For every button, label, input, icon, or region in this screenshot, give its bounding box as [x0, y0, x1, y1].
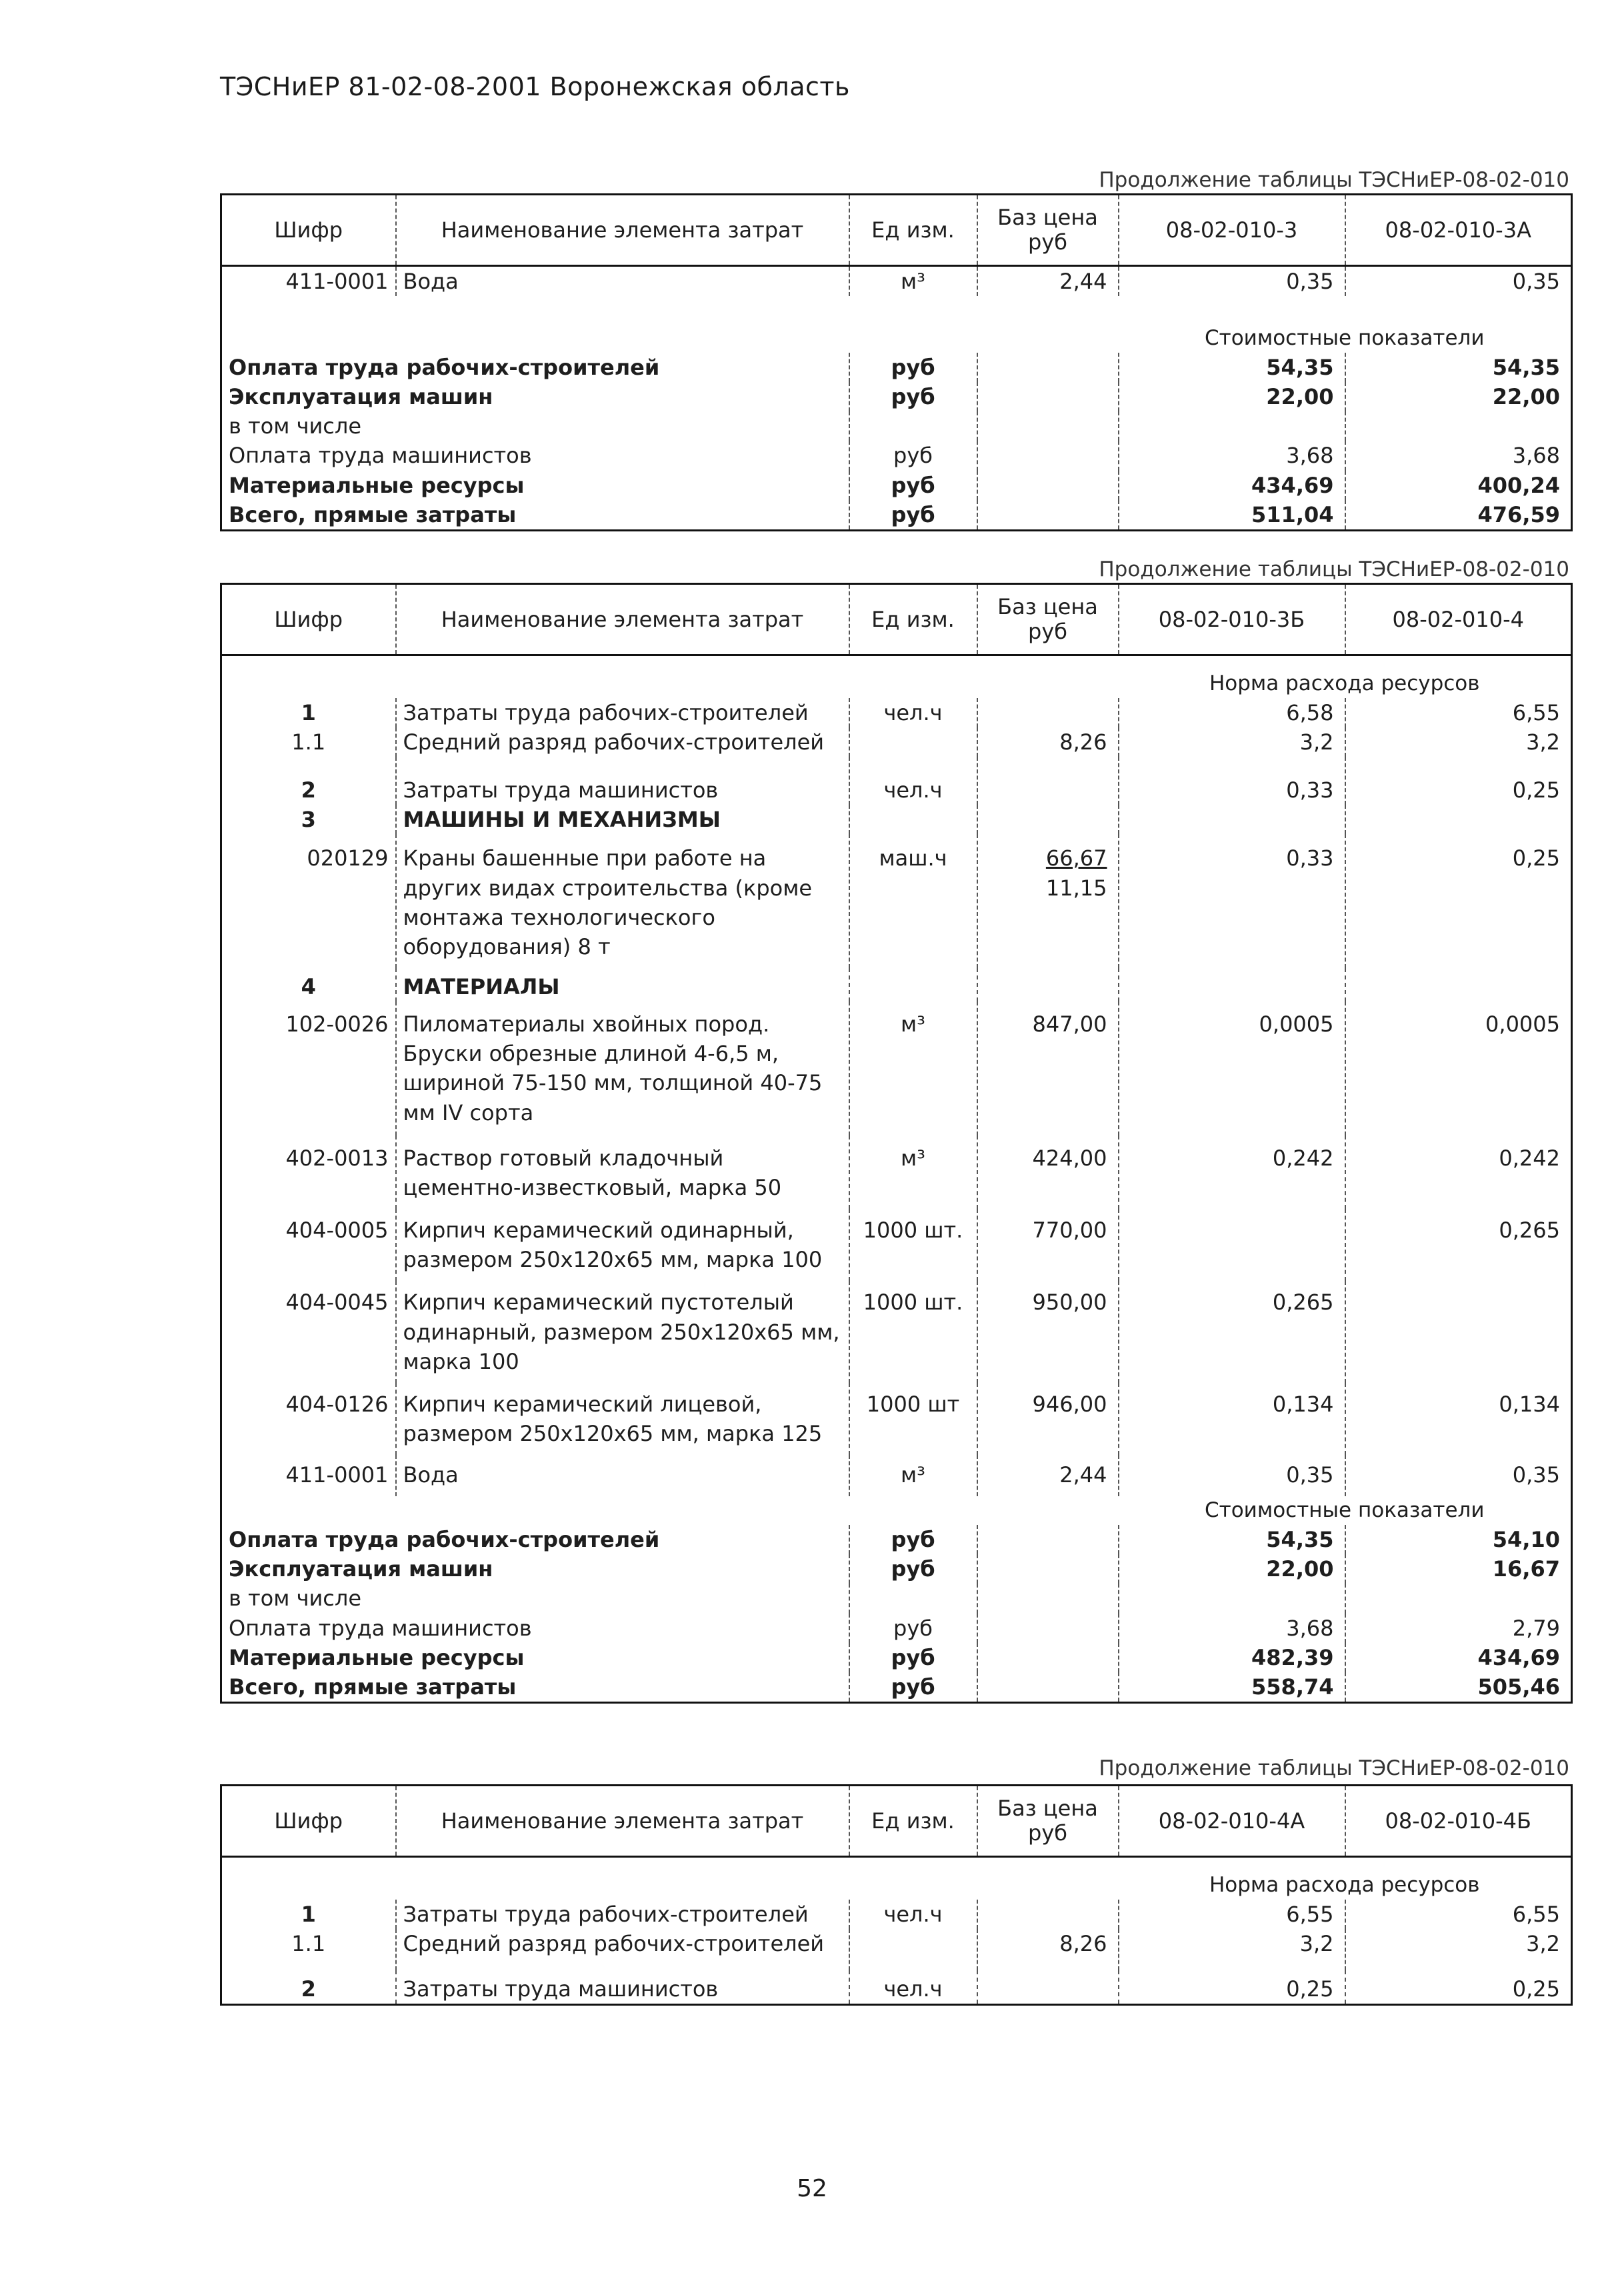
- summary-b: 434,69: [1345, 1643, 1572, 1672]
- spacer-row: [221, 1857, 1572, 1872]
- summary-unit: руб: [849, 1614, 977, 1643]
- cell-a: 0,33: [1119, 757, 1345, 805]
- summary-b: 54,35: [1345, 353, 1572, 382]
- table-row: [221, 1001, 1572, 1135]
- summary-a: 54,35: [1119, 353, 1345, 382]
- summary-unit: руб: [849, 1554, 977, 1584]
- summary-row: [221, 1584, 1572, 1613]
- table-row: [221, 1455, 1572, 1496]
- cell-b: 0,265: [1345, 1209, 1572, 1281]
- cell-unit: 1000 шт.: [849, 1281, 977, 1382]
- cell-name: Затраты труда машинистов: [396, 757, 849, 805]
- cell-a: 0,134: [1119, 1383, 1345, 1455]
- cell-name: Средний разряд рабочих-строителей: [396, 1929, 849, 1970]
- header-col-b: 08-02-010-4Б: [1345, 1786, 1572, 1857]
- norm-label: Норма расхода ресурсов: [1209, 1873, 1480, 1897]
- summary-name: Эксплуатация машин: [229, 1556, 493, 1582]
- summary-b: 505,46: [1345, 1672, 1572, 1703]
- header-col-a: 08-02-010-3Б: [1119, 584, 1345, 655]
- cell-name: Кирпич керамический пустотелый одинарный, размером 250х120х65 мм, марка 100: [396, 1281, 849, 1382]
- cell-name: Затраты труда рабочих-строителей: [396, 1900, 849, 1929]
- summary-name: Материальные ресурсы: [229, 472, 525, 498]
- header-price: [977, 584, 1119, 655]
- summary-row: [221, 1554, 1572, 1584]
- cell-b: 0,0005: [1345, 1001, 1572, 1135]
- header-price-line1: Баз цена: [997, 594, 1098, 620]
- cost-indicators-label: Стоимостные показатели: [1205, 1498, 1485, 1523]
- summary-b: 22,00: [1345, 382, 1572, 411]
- cell-code: 4: [301, 974, 316, 1000]
- table3-caption: Продолжение таблицы ТЭСНиЕР-08-02-010: [1099, 1756, 1569, 1780]
- page-number: 52: [797, 2175, 827, 2202]
- summary-unit: руб: [849, 1525, 977, 1554]
- cell-b: 0,35: [1345, 266, 1572, 297]
- summary-unit: руб: [849, 1643, 977, 1672]
- cell-unit: чел.ч: [849, 1970, 977, 2005]
- table-row: [221, 727, 1572, 757]
- cell-unit: м³: [849, 266, 977, 297]
- cell-code: 404-0045: [285, 1290, 389, 1316]
- header-price-line2: руб: [1028, 619, 1067, 644]
- cell-price: [977, 1900, 1119, 1929]
- cell-price: [977, 698, 1119, 727]
- cell-name: Раствор готовый кладочный цементно-известковый, марка 50: [396, 1135, 849, 1209]
- cell-price: 424,00: [977, 1135, 1119, 1209]
- table-row: [221, 1970, 1572, 2005]
- header-col-b: 08-02-010-3А: [1345, 195, 1572, 266]
- cell-unit: [849, 1929, 977, 1970]
- cell-unit: чел.ч: [849, 757, 977, 805]
- cell-unit: чел.ч: [849, 1900, 977, 1929]
- norm-label: Норма расхода ресурсов: [1209, 671, 1480, 695]
- table-row: [221, 1209, 1572, 1281]
- cell-price: 770,00: [977, 1209, 1119, 1281]
- cell-b: 3,2: [1345, 1929, 1572, 1970]
- header-price-line1: Баз цена: [997, 1796, 1098, 1822]
- summary-name: Эксплуатация машин: [229, 384, 493, 410]
- table-1: [220, 193, 1573, 531]
- cell-code: 1: [301, 699, 316, 725]
- header-unit: Ед изм.: [849, 195, 977, 266]
- header-code: Шифр: [221, 1786, 396, 1857]
- cell-name: Кирпич керамический лицевой, размером 250х120х65 мм, марка 125: [396, 1383, 849, 1455]
- cost-indicators-label: Стоимостные показатели: [1205, 326, 1485, 351]
- summary-b: 400,24: [1345, 471, 1572, 500]
- summary-row: [221, 1672, 1572, 1703]
- cell-b: 6,55: [1345, 698, 1572, 727]
- summary-a: 22,00: [1119, 1554, 1345, 1584]
- cell-price: 847,00: [977, 1001, 1119, 1135]
- cell-price: [977, 757, 1119, 805]
- cell-code: 102-0026: [285, 1011, 389, 1037]
- summary-name: Материальные ресурсы: [229, 1644, 525, 1670]
- summary-unit: руб: [849, 471, 977, 500]
- summary-row: [221, 500, 1572, 531]
- summary-b: 16,67: [1345, 1554, 1572, 1584]
- header-price: [977, 195, 1119, 266]
- summary-b: 54,10: [1345, 1525, 1572, 1554]
- summary-name: Оплата труда рабочих-строителей: [229, 1527, 660, 1553]
- section-label-row: [221, 324, 1572, 353]
- summary-a: 3,68: [1119, 1614, 1345, 1643]
- table-2: [220, 583, 1573, 1704]
- cell-price: 2,44: [977, 266, 1119, 297]
- cell-code: 020129: [307, 845, 389, 871]
- cell-price: 950,00: [977, 1281, 1119, 1382]
- cell-price: [977, 1970, 1119, 2005]
- table-row: [221, 757, 1572, 805]
- table2-caption: Продолжение таблицы ТЭСНиЕР-08-02-010: [1099, 557, 1569, 581]
- cell-price: 8,26: [977, 727, 1119, 757]
- summary-a: 22,00: [1119, 382, 1345, 411]
- header-col-b: 08-02-010-4: [1345, 584, 1572, 655]
- summary-row: [221, 382, 1572, 411]
- cell-unit: 1000 шт.: [849, 1209, 977, 1281]
- summary-row: [221, 471, 1572, 500]
- cell-price: 2,44: [977, 1455, 1119, 1496]
- cell-a: 0,265: [1119, 1281, 1345, 1382]
- cell-price: 8,26: [977, 1929, 1119, 1970]
- summary-b: 2,79: [1345, 1614, 1572, 1643]
- cell-code: 404-0126: [285, 1391, 389, 1417]
- summary-b: 3,68: [1345, 441, 1572, 470]
- cell-name: Пиломатериалы хвойных пород. Бруски обрезные длиной 4-6,5 м, шириной 75-150 мм, толщиной 40-75 мм IV сорта: [396, 1001, 849, 1135]
- summary-name: Всего, прямые затраты: [229, 1674, 517, 1700]
- table1-caption: Продолжение таблицы ТЭСНиЕР-08-02-010: [1099, 168, 1569, 192]
- cell-a: 3,2: [1119, 727, 1345, 757]
- cell-a: 6,55: [1119, 1900, 1345, 1929]
- cell-price: 946,00: [977, 1383, 1119, 1455]
- table-row: [221, 1929, 1572, 1970]
- cell-name: Вода: [396, 266, 849, 297]
- cell-code: 1: [301, 1901, 316, 1927]
- spacer-row: [221, 655, 1572, 670]
- summary-name: Оплата труда машинистов: [229, 443, 532, 469]
- cell-name: МАТЕРИАЛЫ: [396, 968, 849, 1001]
- summary-unit: руб: [849, 441, 977, 470]
- cell-unit: м³: [849, 1001, 977, 1135]
- header-name: Наименование элемента затрат: [396, 195, 849, 266]
- header-unit: Ед изм.: [849, 1786, 977, 1857]
- cell-code: 2: [301, 1976, 316, 2002]
- summary-row: [221, 1525, 1572, 1554]
- table-row: [221, 1900, 1572, 1929]
- table2-header-row: [221, 584, 1572, 655]
- cell-code: 404-0005: [285, 1218, 389, 1244]
- header-col-a: 08-02-010-3: [1119, 195, 1345, 266]
- summary-name: Оплата труда машинистов: [229, 1615, 532, 1641]
- cell-code: 3: [301, 807, 316, 833]
- cell-b: 0,25: [1345, 757, 1572, 805]
- cell-name: Краны башенные при работе на других видах строительства (кроме монтажа технологического оборудования) 8 т: [396, 834, 849, 968]
- summary-unit: руб: [849, 382, 977, 411]
- cell-a: 0,33: [1119, 834, 1345, 968]
- cell-a: 0,25: [1119, 1970, 1345, 2005]
- table-row: [221, 805, 1572, 834]
- cell-b: 0,35: [1345, 1455, 1572, 1496]
- table-row: [221, 1135, 1572, 1209]
- cell-a: [1119, 1209, 1345, 1281]
- cell-unit: чел.ч: [849, 698, 977, 727]
- cell-b: 3,2: [1345, 727, 1572, 757]
- section-label-row: [221, 669, 1572, 698]
- cell-b: 0,134: [1345, 1383, 1572, 1455]
- document-title: ТЭСНиЕР 81-02-08-2001 Воронежская область: [220, 72, 850, 101]
- cell-name: Средний разряд рабочих-строителей: [396, 727, 849, 757]
- table-row: [221, 698, 1572, 727]
- cell-code: 1.1: [291, 1930, 326, 1956]
- table-row: [221, 1383, 1572, 1455]
- cell-price: [977, 834, 1119, 968]
- cell-b: 0,25: [1345, 1970, 1572, 2005]
- header-unit: Ед изм.: [849, 584, 977, 655]
- cell-code: 411-0001: [285, 269, 389, 294]
- header-name: Наименование элемента затрат: [396, 584, 849, 655]
- section-label-row: [221, 1871, 1572, 1900]
- summary-row: [221, 353, 1572, 382]
- cell-name: Затраты труда рабочих-строителей: [396, 698, 849, 727]
- summary-a: 511,04: [1119, 500, 1345, 531]
- header-price: [977, 1786, 1119, 1857]
- cell-name: МАШИНЫ И МЕХАНИЗМЫ: [396, 805, 849, 834]
- cell-b: 0,242: [1345, 1135, 1572, 1209]
- summary-b: 476,59: [1345, 500, 1572, 531]
- cell-a: 0,242: [1119, 1135, 1345, 1209]
- header-col-a: 08-02-010-4А: [1119, 1786, 1345, 1857]
- table-row: [221, 834, 1572, 968]
- summary-unit: руб: [849, 1672, 977, 1703]
- header-code: Шифр: [221, 584, 396, 655]
- cell-code: 1.1: [291, 729, 326, 755]
- cell-code: 2: [301, 777, 316, 803]
- cell-a: 0,35: [1119, 1455, 1345, 1496]
- cell-a: 6,58: [1119, 698, 1345, 727]
- summary-a: 482,39: [1119, 1643, 1345, 1672]
- cell-code: 411-0001: [285, 1462, 389, 1488]
- machine-price: 66,67: [1045, 845, 1107, 871]
- summary-a: 54,35: [1119, 1525, 1345, 1554]
- cell-b: [1345, 1281, 1572, 1382]
- table-row: [221, 1281, 1572, 1382]
- cell-b: 0,25: [1345, 834, 1572, 968]
- summary-unit: руб: [849, 353, 977, 382]
- summary-name: в том числе: [229, 413, 361, 439]
- header-price-line2: руб: [1028, 1820, 1067, 1846]
- summary-row: [221, 1614, 1572, 1643]
- summary-a: 3,68: [1119, 441, 1345, 470]
- cell-a: 0,35: [1119, 266, 1345, 297]
- summary-a: 434,69: [1119, 471, 1345, 500]
- operator-wage: 11,15: [1045, 875, 1107, 901]
- cell-unit: маш.ч: [849, 834, 977, 968]
- section-label-row: [221, 1496, 1572, 1525]
- table-row: [221, 266, 1572, 297]
- table1-header-row: [221, 195, 1572, 266]
- table-row: [221, 968, 1572, 1001]
- cell-a: 3,2: [1119, 1929, 1345, 1970]
- summary-name: Всего, прямые затраты: [229, 501, 517, 527]
- cell-b: 6,55: [1345, 1900, 1572, 1929]
- table-3: [220, 1784, 1573, 2006]
- cell-name: Кирпич керамический одинарный, размером 250х120х65 мм, марка 100: [396, 1209, 849, 1281]
- summary-unit: руб: [849, 500, 977, 531]
- spacer-row: [221, 296, 1572, 324]
- cell-name: Затраты труда машинистов: [396, 1970, 849, 2005]
- header-price-line2: руб: [1028, 229, 1067, 255]
- cell-code: 402-0013: [285, 1145, 389, 1171]
- cell-unit: м³: [849, 1135, 977, 1209]
- header-code: Шифр: [221, 195, 396, 266]
- header-name: Наименование элемента затрат: [396, 1786, 849, 1857]
- summary-row: [221, 441, 1572, 470]
- header-price-line1: Баз цена: [997, 205, 1098, 231]
- cell-unit: [849, 727, 977, 757]
- cell-unit: 1000 шт: [849, 1383, 977, 1455]
- cell-unit: м³: [849, 1455, 977, 1496]
- summary-row: [221, 1643, 1572, 1672]
- summary-row: [221, 411, 1572, 441]
- cell-a: 0,0005: [1119, 1001, 1345, 1135]
- summary-name: Оплата труда рабочих-строителей: [229, 354, 660, 380]
- table3-header-row: [221, 1786, 1572, 1857]
- summary-a: 558,74: [1119, 1672, 1345, 1703]
- cell-name: Вода: [396, 1455, 849, 1496]
- summary-name: в том числе: [229, 1586, 361, 1612]
